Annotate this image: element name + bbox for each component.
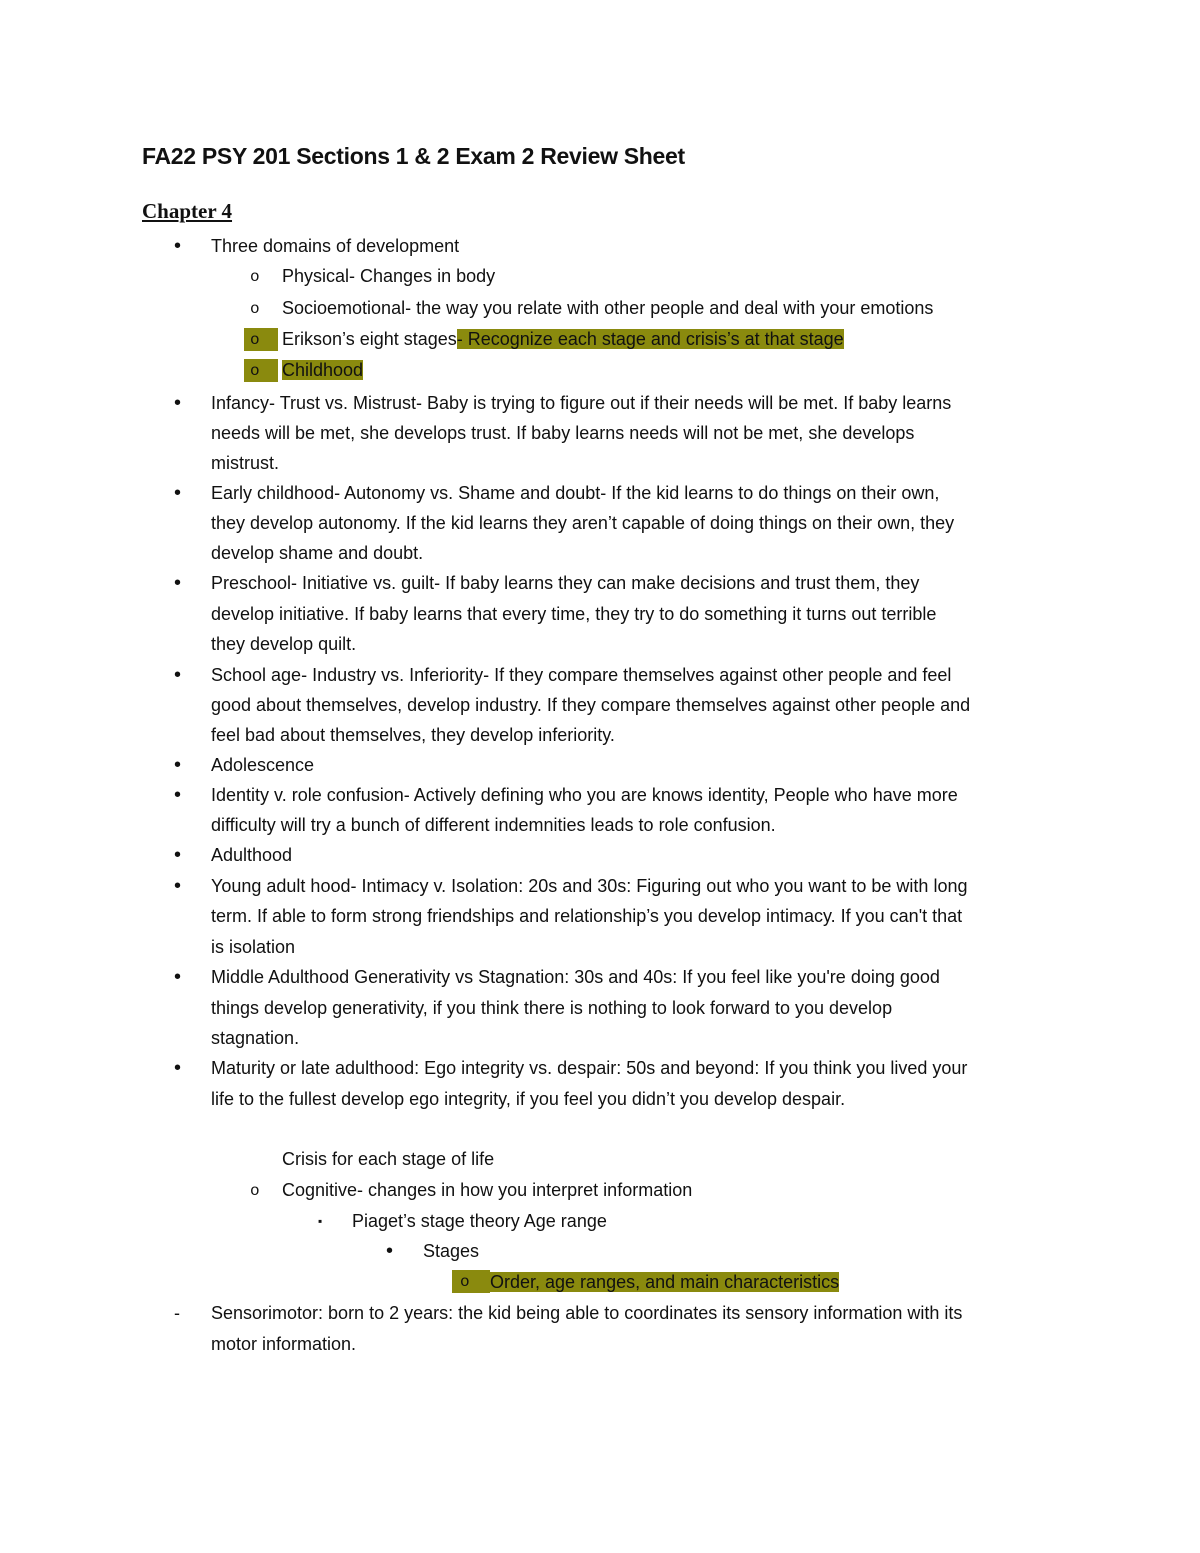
- list-item-continued: they develop quilt.: [211, 634, 357, 654]
- highlighted-text: Order, age ranges, and main characteristics: [490, 1272, 840, 1292]
- list-item: Three domains of development: [211, 236, 460, 256]
- bullet-marker: •: [174, 784, 182, 806]
- sub-list-item-order: [490, 1267, 839, 1297]
- list-item-continued: things develop generativity, if you think there is nothing to look forward to you develop: [211, 998, 893, 1018]
- list-item-continued: term. If able to form strong friendships and relationship’s you develop intimacy. If you can't that: [211, 906, 963, 926]
- sub-sub-sub-list-item: Stages: [423, 1241, 480, 1261]
- circle-marker: o: [460, 1273, 470, 1291]
- page-title: FA22 PSY 201 Sections 1 & 2 Exam 2 Review Sheet: [142, 143, 685, 169]
- list-item: Middle Adulthood Generativity vs Stagnation: 30s and 40s: If you feel like you're doing good: [211, 967, 940, 987]
- sub-list-item-childhood: [282, 355, 363, 385]
- list-item-continued: needs will be met, she develops trust. If baby learns needs will not be met, she develops: [211, 423, 915, 443]
- list-item: Early childhood- Autonomy vs. Shame and doubt- If the kid learns to do things on their own,: [211, 483, 940, 503]
- bullet-marker: •: [174, 754, 182, 776]
- circle-marker: o: [250, 300, 260, 318]
- dash-marker: -: [174, 1303, 180, 1323]
- highlight-mark: [452, 1270, 490, 1293]
- list-item: Infancy- Trust vs. Mistrust- Baby is trying to figure out if their needs will be met. If baby learns: [211, 393, 952, 413]
- list-item: Adolescence: [211, 755, 315, 775]
- list-item-continued: motor information.: [211, 1334, 357, 1354]
- bullet-marker: •: [174, 392, 182, 414]
- list-item: Identity v. role confusion- Actively defining who you are knows identity, People who have more: [211, 785, 958, 805]
- list-item: Adulthood: [211, 845, 293, 865]
- bullet-marker: •: [174, 572, 182, 594]
- list-item: Preschool- Initiative vs. guilt- If baby learns they can make decisions and trust them, they: [211, 573, 920, 593]
- circle-marker: o: [250, 268, 260, 286]
- bullet-marker: •: [386, 1240, 394, 1262]
- list-item: Maturity or late adulthood: Ego integrity vs. despair: 50s and beyond: If you think you lived your: [211, 1058, 968, 1078]
- list-item: Young adult hood- Intimacy v. Isolation: 20s and 30s: Figuring out who you want to be with long: [211, 876, 968, 896]
- circle-marker: o: [250, 331, 260, 349]
- sub-list-item-erikson: [282, 324, 844, 354]
- list-item-continued: difficulty will try a bunch of different indemnities leads to role confusion.: [211, 815, 776, 835]
- list-item-continued: mistrust.: [211, 453, 280, 473]
- square-marker: ▪: [318, 1214, 323, 1228]
- bullet-marker: •: [174, 482, 182, 504]
- circle-marker: o: [250, 1182, 260, 1200]
- list-item: Sensorimotor: born to 2 years: the kid being able to coordinates its sensory information with its: [211, 1303, 963, 1323]
- chapter-heading: Chapter 4: [142, 199, 233, 223]
- highlighted-text: Childhood: [282, 360, 364, 380]
- list-item-continued: they develop autonomy. If the kid learns they aren’t capable of doing things on their own, they: [211, 513, 955, 533]
- circle-marker: o: [250, 362, 260, 380]
- list-item-continued: feel bad about themselves, they develop inferiority.: [211, 725, 615, 745]
- sub-sub-list-item: Piaget’s stage theory Age range: [352, 1211, 607, 1231]
- list-item-continued: life to the fullest develop ego integrity, if you feel you didn’t you develop despair.: [211, 1089, 846, 1109]
- list-item-continued: develop shame and doubt.: [211, 543, 424, 563]
- sub-list-item: Socioemotional- the way you relate with other people and deal with your emotions: [282, 298, 934, 318]
- list-item-continued: good about themselves, develop industry. If they compare themselves against other people and: [211, 695, 971, 715]
- erikson-label: Erikson’s eight stages: [282, 329, 457, 349]
- list-item: School age- Industry vs. Inferiority- If they compare themselves against other people and feel: [211, 665, 952, 685]
- list-item-continued: develop initiative. If baby learns that every time, they try to do something it turns out terrible: [211, 604, 937, 624]
- bullet-marker: •: [174, 844, 182, 866]
- highlighted-text: - Recognize each stage and crisis’s at that stage: [456, 329, 844, 349]
- sub-heading-text: Crisis for each stage of life: [282, 1149, 495, 1169]
- bullet-marker: •: [174, 1057, 182, 1079]
- bullet-marker: •: [174, 966, 182, 988]
- list-item-continued: stagnation.: [211, 1028, 300, 1048]
- sub-list-item: Cognitive- changes in how you interpret information: [282, 1180, 693, 1200]
- sub-list-item: Physical- Changes in body: [282, 266, 496, 286]
- bullet-marker: •: [174, 664, 182, 686]
- bullet-marker: •: [174, 235, 182, 257]
- bullet-marker: •: [174, 875, 182, 897]
- list-item-continued: is isolation: [211, 937, 296, 957]
